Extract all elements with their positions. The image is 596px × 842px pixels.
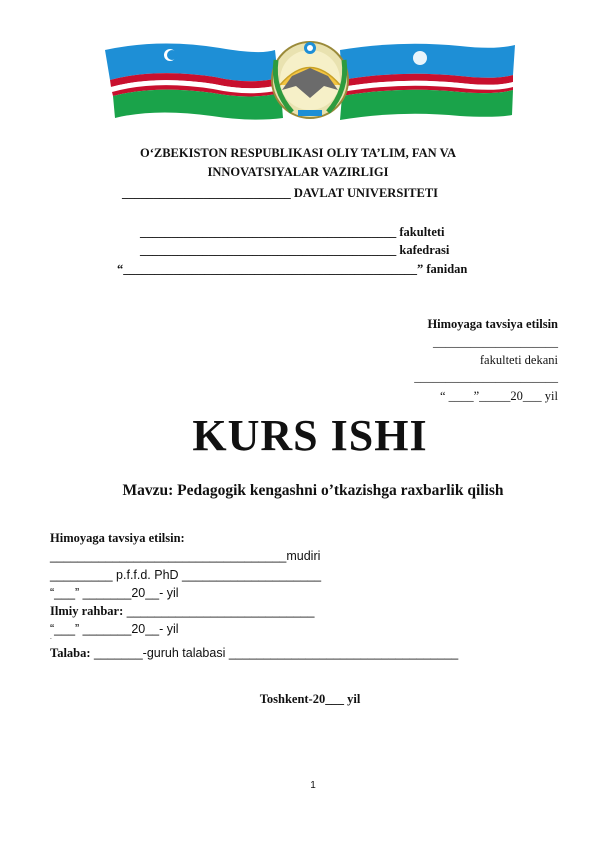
advisor-blank: ___________________________ — [123, 604, 315, 618]
subject-line: “_______________________________________________” fanidan — [117, 262, 468, 276]
ministry-line-1: O‘ZBEKISTON RESPUBLIKASI OLIY TA’LIM, FAN VA — [139, 146, 457, 160]
student-label: Talaba: — [50, 646, 91, 660]
document-title: KURS ISHI — [192, 411, 428, 460]
approval-date: “ ____”_____20___ yil — [439, 389, 558, 403]
student-blank: _______-guruh talabasi _________________________________ — [90, 646, 459, 660]
phd-line: _________ p.f.f.d. PhD ____________________ — [50, 568, 322, 582]
ministry-line-2: INNOVATSIYALAR VAZIRLIGI — [207, 165, 389, 179]
small-marker: - — [50, 637, 52, 642]
dean-label: fakulteti dekani — [479, 353, 558, 367]
defense-date-1: “___” _______20__- yil — [50, 586, 179, 600]
page-number: 1 — [310, 780, 316, 791]
approval-name-line: _______________________ — [414, 370, 558, 384]
advisor-label: Ilmiy rahbar: — [50, 604, 124, 618]
defense-date-2: “___” _______20__- yil — [50, 622, 179, 636]
defense-heading: Himoyaga tavsiya etilsin: — [50, 531, 185, 545]
faculty-line: _________________________________________ fakulteti — [140, 225, 445, 239]
state-emblem-with-flags — [100, 30, 520, 120]
university-line: ___________________________ DAVLAT UNIVERSITETI — [122, 186, 439, 200]
ministry-heading — [0, 144, 596, 182]
city-year: Toshkent-20___ yil — [259, 692, 361, 706]
approval-signature-line: ____________________ — [433, 335, 558, 349]
right-flag-icon — [340, 44, 515, 120]
department-line: _________________________________________ kafedrasi — [140, 243, 450, 257]
left-flag-icon — [105, 43, 283, 119]
advisor-line — [50, 604, 314, 619]
student-line — [50, 646, 458, 661]
coat-of-arms-icon — [272, 42, 348, 118]
approval-heading: Himoyaga tavsiya etilsin — [427, 317, 558, 331]
department-head-line: __________________________________mudiri — [50, 549, 321, 563]
topic-line: Mavzu: Pedagogik kengashni o’tkazishga raxbarlik qilish — [122, 482, 504, 499]
